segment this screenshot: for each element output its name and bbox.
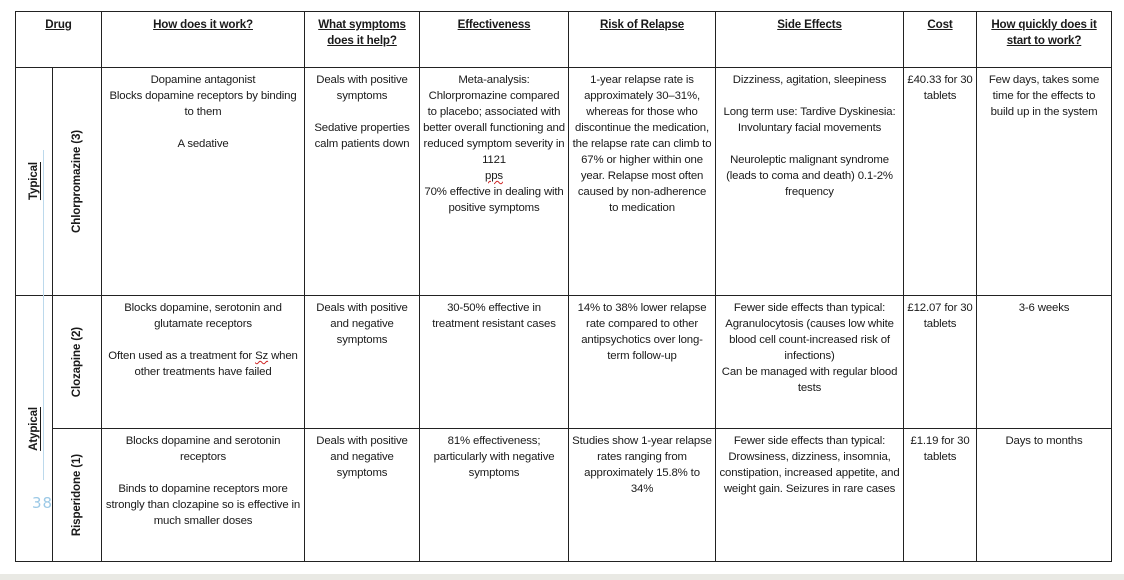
how-line: Binds to dopamine receptors more strongly than clozapine so is effective in much smaller doses [105,483,301,527]
side-effect-line: Can be managed with regular blood tests [721,366,898,394]
drug-name-clozapine: Clozapine (2) [70,326,83,398]
symptoms-cell-clozapine: Deals with positive and negative symptoms [305,296,420,429]
relapse-cell-clozapine: 14% to 38% lower relapse rate compared to other antipsychotics over long-term follow-up [569,296,716,429]
side-effects-cell-risperidone: Fewer side effects than typical: Drowsiness, dizziness, insomnia, constipation, increased appetite, and weight gain. Seizures in rare cases [716,429,904,562]
symptoms-cell-chlorpromazine [305,68,420,296]
header-drug: Drug [16,12,102,68]
header-row [16,12,1112,68]
drug-cell-chlorpromazine [53,68,102,296]
spellcheck-word: Sz [255,350,269,362]
header-cost: Cost [904,12,977,68]
drug-cell-clozapine [53,296,102,429]
side-effect-line: Dizziness, agitation, sleepiness [732,74,887,86]
effectiveness-cell-chlorpromazine [420,68,569,296]
symptoms-line: Deals with positive symptoms [316,74,408,102]
speed-cell-risperidone: Days to months [977,429,1112,562]
header-relapse: Risk of Relapse [569,12,716,68]
cost-cell-chlorpromazine: £40.33 for 30 tablets [904,68,977,296]
effectiveness-cell-risperidone: 81% effectiveness; particularly with negative symptoms [420,429,569,562]
how-line: Dopamine antagonist [150,74,256,86]
side-effects-cell-chlorpromazine [716,68,904,296]
header-speed: How quickly does it start to work? [977,12,1112,68]
header-how: How does it work? [102,12,305,68]
effectiveness-text: 70% effective in dealing with positive symptoms [424,186,564,214]
how-line: Blocks dopamine and serotonin receptors [125,435,281,463]
how-line: A sedative [177,138,229,150]
side-effect-line: Long term use: Tardive Dyskinesia: Involuntary facial movements [723,106,896,134]
group-atypical-cell [16,296,53,562]
side-effect-line: Fewer side effects than typical: Agranulocytosis (causes low white blood cell count-increased risk of infections) [725,302,894,362]
header-effectiveness: Effectiveness [420,12,569,68]
antipsychotic-comparison-table [15,11,1112,562]
how-cell-clozapine [102,296,305,429]
how-line: when other treatments have failed [134,350,298,378]
spellcheck-word: pps [485,170,503,182]
margin-guide-line [43,150,44,480]
how-line: Often used as a treatment for [108,350,253,362]
how-line: Blocks dopamine, serotonin and glutamate receptors [124,302,282,330]
table-row-chlorpromazine [16,68,1112,296]
header-symptoms: What symptoms does it help? [305,12,420,68]
relapse-cell-chlorpromazine: 1-year relapse rate is approximately 30–31%, whereas for those who discontinue the medication, the relapse rate can climb to 67% or higher within one year. Relapse most often caused by non-adherence to medication [569,68,716,296]
effectiveness-text: Meta-analysis: Chlorpromazine compared to placebo; associated with better overall functioning and reduced symptom severity in 1121 [423,74,565,166]
relapse-cell-risperidone: Studies show 1-year relapse rates ranging from approximately 15.8% to 34% [569,429,716,562]
how-cell-chlorpromazine [102,68,305,296]
drug-name-risperidone: Risperidone (1) [70,453,83,537]
speed-cell-clozapine: 3-6 weeks [977,296,1112,429]
how-cell-risperidone [102,429,305,562]
page-bottom-edge [0,574,1124,580]
cost-cell-clozapine: £12.07 for 30 tablets [904,296,977,429]
group-typical-label: Typical [27,162,40,201]
header-side-effects: Side Effects [716,12,904,68]
table-row-clozapine [16,296,1112,429]
cost-cell-risperidone: £1.19 for 30 tablets [904,429,977,562]
page-number: 38 [32,494,54,512]
how-line: Blocks dopamine receptors by binding to them [109,90,297,118]
group-atypical-label: Atypical [27,406,40,451]
symptoms-cell-risperidone: Deals with positive and negative symptoms [305,429,420,562]
symptoms-line: Sedative properties calm patients down [314,122,410,150]
group-typical-cell [16,68,53,296]
speed-cell-chlorpromazine: Few days, takes some time for the effects to build up in the system [977,68,1112,296]
side-effects-cell-clozapine [716,296,904,429]
drug-cell-risperidone [53,429,102,562]
drug-name-chlorpromazine: Chlorpromazine (3) [70,130,83,233]
effectiveness-cell-clozapine: 30-50% effective in treatment resistant cases [420,296,569,429]
table-row-risperidone [16,429,1112,562]
side-effect-line: Neuroleptic malignant syndrome (leads to coma and death) 0.1-2% frequency [726,154,893,198]
